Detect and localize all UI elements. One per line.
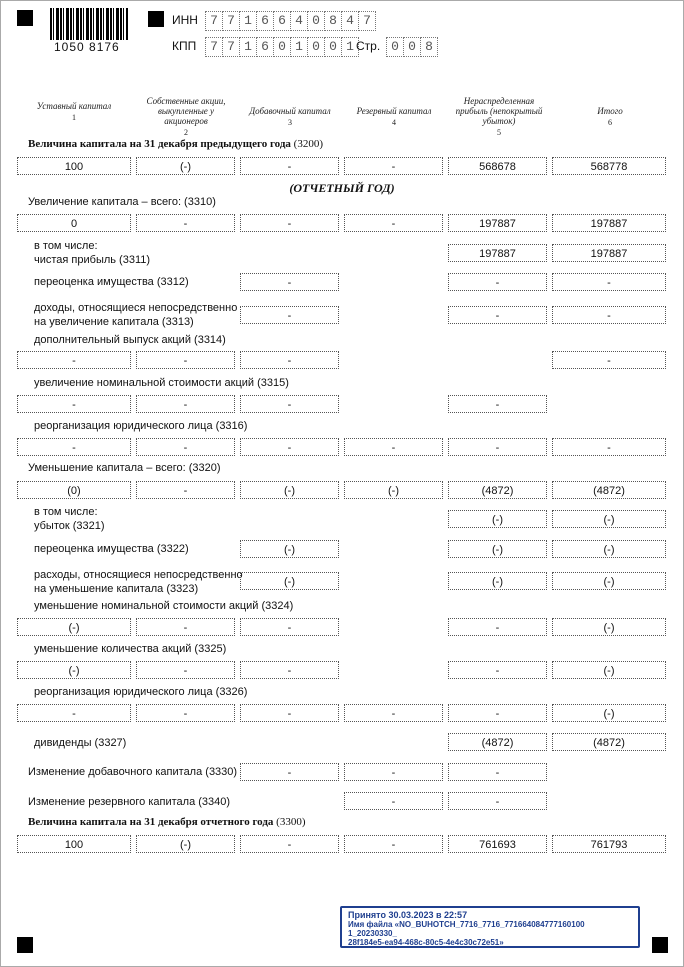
value-cell-3310-col4: - bbox=[344, 214, 443, 232]
value-cell-3300-col2: (-) bbox=[136, 835, 235, 853]
row-label-3300 bbox=[28, 816, 306, 828]
value-cell-3316-col6: - bbox=[552, 438, 666, 456]
value-cell-3300-col1: 100 bbox=[17, 835, 131, 853]
inn-label: ИНН bbox=[172, 13, 198, 27]
value-cell-3326-col3: - bbox=[240, 704, 339, 722]
column-header bbox=[140, 96, 232, 138]
kpp-digit: 6 bbox=[257, 37, 274, 57]
value-cell-3310-col2: - bbox=[136, 214, 235, 232]
stamp-file-line-1: Имя файла «NO_BUHOTCH_7716_7716_771664084777160100​1_20230330_ bbox=[348, 920, 585, 938]
value-cell-3323-col5: (-) bbox=[448, 572, 547, 590]
value-cell-3340-col5: - bbox=[448, 792, 547, 810]
column-header bbox=[555, 106, 665, 128]
corner-marker-bottom-right bbox=[652, 937, 668, 953]
page-cells bbox=[386, 37, 438, 57]
column-number: 4 bbox=[392, 118, 396, 127]
value-cell-3330-col4: - bbox=[344, 763, 443, 781]
row-code: (3300) bbox=[276, 816, 306, 828]
page-digit: 0 bbox=[404, 37, 421, 57]
value-cell-3320-col5: (4872) bbox=[448, 481, 547, 499]
row-label-3313-a: доходы, относящиеся непосредственно bbox=[34, 302, 238, 314]
value-cell-3324-col2: - bbox=[136, 618, 235, 636]
corner-marker-bottom-left bbox=[17, 937, 33, 953]
value-cell-3200-col6: 568778 bbox=[552, 157, 666, 175]
inn-digit: 7 bbox=[205, 11, 223, 31]
value-cell-3313-col5: - bbox=[448, 306, 547, 324]
value-cell-3327-col6: (4872) bbox=[552, 733, 666, 751]
section-title: (ОТЧЕТНЫЙ ГОД) bbox=[289, 181, 395, 195]
inn-digit: 6 bbox=[274, 11, 291, 31]
value-cell-3322-col5: (-) bbox=[448, 540, 547, 558]
inn-cells bbox=[205, 11, 376, 31]
row-code: (3200) bbox=[293, 138, 323, 150]
value-cell-3324-col5: - bbox=[448, 618, 547, 636]
value-cell-3311-col5: 197887 bbox=[448, 244, 547, 262]
stamp-title: Принято 30.03.2023 в 22:57 bbox=[348, 910, 468, 920]
value-cell-3322-col6: (-) bbox=[552, 540, 666, 558]
kpp-digit: 0 bbox=[308, 37, 325, 57]
inn-digit: 7 bbox=[359, 11, 376, 31]
value-cell-3316-col4: - bbox=[344, 438, 443, 456]
value-cell-3325-col1: (-) bbox=[17, 661, 131, 679]
value-cell-3326-col2: - bbox=[136, 704, 235, 722]
row-label-3322: переоценка имущества (3322) bbox=[34, 543, 189, 555]
value-cell-3300-col3: - bbox=[240, 835, 339, 853]
value-cell-3321-col5: (-) bbox=[448, 510, 547, 528]
value-cell-3330-col5: - bbox=[448, 763, 547, 781]
value-cell-3315-col1: - bbox=[17, 395, 131, 413]
value-cell-3326-col6: (-) bbox=[552, 704, 666, 722]
acceptance-stamp bbox=[340, 906, 640, 948]
row-label-3200 bbox=[28, 138, 323, 150]
barcode bbox=[50, 8, 128, 40]
column-header bbox=[240, 106, 340, 128]
value-cell-3325-col2: - bbox=[136, 661, 235, 679]
row-label-3326: реорганизация юридического лица (3326) bbox=[34, 686, 248, 698]
value-cell-3340-col4: - bbox=[344, 792, 443, 810]
value-cell-3326-col4: - bbox=[344, 704, 443, 722]
column-number: 5 bbox=[497, 128, 501, 137]
value-cell-3320-col4: (-) bbox=[344, 481, 443, 499]
value-cell-3314-col6: - bbox=[552, 351, 666, 369]
inn-digit: 4 bbox=[342, 11, 359, 31]
row-label-3311-b: чистая прибыль (3311) bbox=[34, 254, 151, 266]
stamp-file-line-2: 28f184e5-ea94-468c-80c5-4e4c30c72e51» bbox=[348, 938, 504, 947]
value-cell-3322-col3: (-) bbox=[240, 540, 339, 558]
value-cell-3310-col1: 0 bbox=[17, 214, 131, 232]
column-title: Резервный капитал bbox=[356, 106, 432, 116]
column-number: 6 bbox=[608, 118, 612, 127]
value-cell-3316-col5: - bbox=[448, 438, 547, 456]
value-cell-3316-col2: - bbox=[136, 438, 235, 456]
row-label-3323-a: расходы, относящиеся непосредственно bbox=[34, 569, 243, 581]
value-cell-3311-col6: 197887 bbox=[552, 244, 666, 262]
value-cell-3300-col5: 761693 bbox=[448, 835, 547, 853]
value-cell-3323-col6: (-) bbox=[552, 572, 666, 590]
value-cell-3310-col3: - bbox=[240, 214, 339, 232]
value-cell-3326-col5: - bbox=[448, 704, 547, 722]
inn-digit: 6 bbox=[257, 11, 274, 31]
value-cell-3314-col1: - bbox=[17, 351, 131, 369]
value-cell-3200-col2: (-) bbox=[136, 157, 235, 175]
value-cell-3324-col1: (-) bbox=[17, 618, 131, 636]
row-label-3323-b: на уменьшение капитала (3323) bbox=[34, 583, 199, 595]
value-cell-3313-col3: - bbox=[240, 306, 339, 324]
value-cell-3200-col5: 568678 bbox=[448, 157, 547, 175]
column-header bbox=[346, 106, 442, 128]
inn-digit: 1 bbox=[240, 11, 257, 31]
column-number: 2 bbox=[184, 128, 188, 137]
column-number: 3 bbox=[288, 118, 292, 127]
value-cell-3312-col3: - bbox=[240, 273, 339, 291]
kpp-label: КПП bbox=[172, 39, 197, 53]
corner-marker-top-center bbox=[148, 11, 164, 27]
value-cell-3323-col3: (-) bbox=[240, 572, 339, 590]
inn-digit: 8 bbox=[325, 11, 342, 31]
value-cell-3300-col6: 761793 bbox=[552, 835, 666, 853]
value-cell-3330-col3: - bbox=[240, 763, 339, 781]
value-cell-3315-col3: - bbox=[240, 395, 339, 413]
value-cell-3324-col3: - bbox=[240, 618, 339, 636]
column-number: 1 bbox=[72, 113, 76, 122]
kpp-digit: 1 bbox=[240, 37, 257, 57]
row-label-3324: уменьшение номинальной стоимости акций (3324) bbox=[34, 600, 294, 612]
value-cell-3315-col2: - bbox=[136, 395, 235, 413]
column-title: Уставный капитал bbox=[36, 101, 112, 111]
value-cell-3325-col5: - bbox=[448, 661, 547, 679]
row-label-3316: реорганизация юридического лица (3316) bbox=[34, 420, 248, 432]
value-cell-3200-col1: 100 bbox=[17, 157, 131, 175]
row-label-3340: Изменение резервного капитала (3340) bbox=[28, 796, 231, 808]
value-cell-3312-col5: - bbox=[448, 273, 547, 291]
barcode-number: 1050 8176 bbox=[54, 40, 120, 54]
value-cell-3313-col6: - bbox=[552, 306, 666, 324]
value-cell-3326-col1: - bbox=[17, 704, 131, 722]
row-label-3321-a: в том числе: bbox=[34, 506, 98, 518]
inn-digit: 4 bbox=[291, 11, 308, 31]
inn-digit: 7 bbox=[223, 11, 240, 31]
value-cell-3327-col5: (4872) bbox=[448, 733, 547, 751]
value-cell-3320-col2: - bbox=[136, 481, 235, 499]
column-title: Итого bbox=[597, 106, 623, 116]
row-label-3321-b: убыток (3321) bbox=[34, 520, 105, 532]
value-cell-3314-col3: - bbox=[240, 351, 339, 369]
row-label-3314: дополнительный выпуск акций (3314) bbox=[34, 334, 226, 346]
page-label: Стр. bbox=[356, 39, 381, 53]
kpp-digit: 1 bbox=[342, 37, 359, 57]
value-cell-3300-col4: - bbox=[344, 835, 443, 853]
row-label-3310: Увеличение капитала – всего: (3310) bbox=[28, 196, 216, 208]
row-label-3325: уменьшение количества акций (3325) bbox=[34, 643, 227, 655]
value-cell-3316-col3: - bbox=[240, 438, 339, 456]
value-cell-3325-col3: - bbox=[240, 661, 339, 679]
row-label-3315: увеличение номинальной стоимости акций (3315) bbox=[34, 377, 289, 389]
row-label-3312: переоценка имущества (3312) bbox=[34, 276, 189, 288]
value-cell-3315-col5: - bbox=[448, 395, 547, 413]
value-cell-3312-col6: - bbox=[552, 273, 666, 291]
row-label-3313-b: на увеличение капитала (3313) bbox=[34, 316, 194, 328]
kpp-cells bbox=[205, 37, 359, 57]
value-cell-3316-col1: - bbox=[17, 438, 131, 456]
value-cell-3310-col5: 197887 bbox=[448, 214, 547, 232]
page-digit: 0 bbox=[386, 37, 404, 57]
row-label-bold: Величина капитала на 31 декабря предыдущего года bbox=[28, 138, 291, 150]
kpp-digit: 7 bbox=[223, 37, 240, 57]
value-cell-3324-col6: (-) bbox=[552, 618, 666, 636]
column-title: Добавочный капитал bbox=[249, 106, 331, 116]
value-cell-3325-col6: (-) bbox=[552, 661, 666, 679]
page-digit: 8 bbox=[421, 37, 438, 57]
row-label-3327: дивиденды (3327) bbox=[34, 737, 127, 749]
inn-digit: 0 bbox=[308, 11, 325, 31]
column-header bbox=[450, 96, 548, 138]
value-cell-3310-col6: 197887 bbox=[552, 214, 666, 232]
row-label-bold: Величина капитала на 31 декабря отчетного года bbox=[28, 816, 274, 828]
column-title: Нераспределенная прибыль (непокрытый убыток) bbox=[455, 96, 543, 126]
column-title: Собственные акции, выкупленные у акционеров bbox=[146, 96, 226, 126]
kpp-digit: 1 bbox=[291, 37, 308, 57]
value-cell-3320-col1: (0) bbox=[17, 481, 131, 499]
kpp-digit: 0 bbox=[325, 37, 342, 57]
row-label-3330: Изменение добавочного капитала (3330) bbox=[28, 766, 238, 778]
kpp-digit: 7 bbox=[205, 37, 223, 57]
value-cell-3200-col3: - bbox=[240, 157, 339, 175]
value-cell-3320-col6: (4872) bbox=[552, 481, 666, 499]
column-header bbox=[30, 101, 118, 123]
value-cell-3321-col6: (-) bbox=[552, 510, 666, 528]
row-label-3311-a: в том числе: bbox=[34, 240, 98, 252]
kpp-digit: 0 bbox=[274, 37, 291, 57]
value-cell-3320-col3: (-) bbox=[240, 481, 339, 499]
corner-marker-top-left bbox=[17, 10, 33, 26]
row-label-3320: Уменьшение капитала – всего: (3320) bbox=[28, 462, 221, 474]
value-cell-3200-col4: - bbox=[344, 157, 443, 175]
value-cell-3314-col2: - bbox=[136, 351, 235, 369]
